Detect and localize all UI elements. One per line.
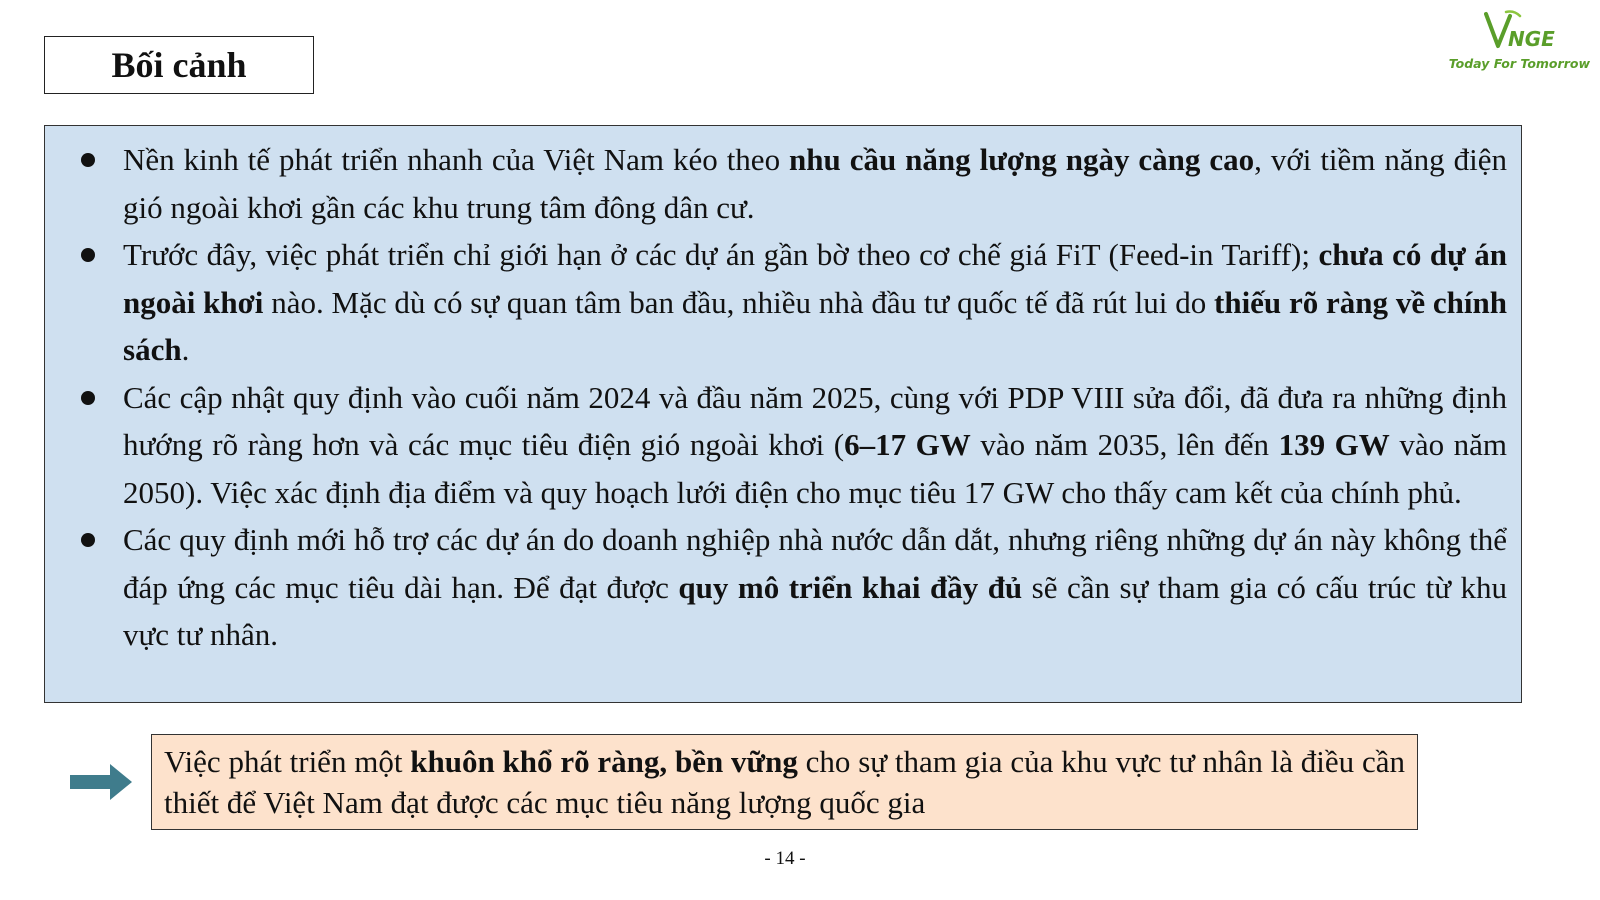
svg-text:NGE: NGE — [1508, 27, 1555, 51]
context-bullet-list — [45, 136, 1507, 659]
text-segment-bold: nhu cầu năng lượng ngày càng cao — [789, 142, 1255, 177]
text-segment: nào. Mặc dù có sự quan tâm ban đầu, nhiều nhà đầu tư quốc tế đã rút lui do — [263, 284, 1214, 320]
bullet-item — [45, 374, 1507, 517]
text-segment-bold: khuôn khổ rõ ràng, bền vững — [410, 744, 798, 779]
bullet-item — [45, 231, 1507, 374]
text-segment: . — [181, 332, 190, 367]
bullet-text — [123, 522, 1507, 652]
text-segment: sẽ cần sự tham gia có cấu trúc từ khu vực tư nhân. — [123, 569, 1507, 652]
text-segment: Nền kinh tế phát triển nhanh của Việt Nam kéo theo — [123, 142, 790, 177]
text-segment-bold: 6–17 GW — [844, 427, 971, 462]
bullet-text — [123, 380, 1507, 510]
vnge-logo — [1440, 8, 1590, 78]
text-segment: vào năm 2050). Việc xác định địa điểm và quy hoạch lưới điện cho mục tiêu 17 GW cho thấy cam kết của chính phủ. — [123, 427, 1508, 510]
text-segment-bold: thiếu rõ ràng về chính sách — [123, 284, 1507, 367]
text-segment-bold: 139 GW — [1278, 427, 1390, 462]
text-segment-bold: chưa có dự án ngoài khơi — [123, 237, 1507, 320]
text-segment: vào năm 2035, lên đến — [970, 427, 1279, 462]
text-segment-bold: quy mô triển khai đầy đủ — [678, 569, 1023, 605]
vnge-logo-mark — [1484, 10, 1564, 54]
bullet-item — [45, 136, 1507, 231]
page-title: Bối cảnh — [44, 36, 314, 94]
text-segment: Trước đây, việc phát triển chỉ giới hạn ở các dự án gần bờ theo cơ chế giá FiT (Feed-in Tariff); — [123, 237, 1319, 272]
text-segment: cho sự tham gia của khu vực tư nhân là điều cần thiết để Việt Nam đạt được các mục tiêu năng lượng quốc gia — [164, 744, 1405, 820]
page-number: - 14 - — [764, 848, 806, 869]
bullet-dot-icon — [81, 533, 95, 547]
conclusion-box — [151, 734, 1418, 830]
bullet-dot-icon — [81, 391, 95, 405]
text-segment: Việc phát triển một — [164, 744, 411, 779]
bullet-dot-icon — [81, 248, 95, 262]
logo-tagline: Today For Tomorrow — [1448, 56, 1590, 71]
bullet-dot-icon — [81, 153, 95, 167]
text-segment: , với tiềm năng điện gió ngoài khơi gần các khu trung tâm đông dân cư. — [123, 142, 1507, 225]
bullet-text — [123, 142, 1507, 225]
text-segment: Các cập nhật quy định vào cuối năm 2024 và đầu năm 2025, cùng với PDP VIII sửa đổi, đã đưa ra những định hướng rõ ràng hơn và các mục tiêu điện gió ngoài khơi ( — [123, 379, 1507, 462]
right-arrow-icon — [70, 762, 132, 802]
context-panel — [44, 125, 1522, 703]
text-segment: Các quy định mới hỗ trợ các dự án do doanh nghiệp nhà nước dẫn dắt, nhưng riêng những dự án này không thể đáp ứng các mục tiêu dài hạn. Để đạt được — [123, 522, 1507, 605]
bullet-text — [123, 237, 1507, 367]
bullet-item — [45, 516, 1507, 659]
